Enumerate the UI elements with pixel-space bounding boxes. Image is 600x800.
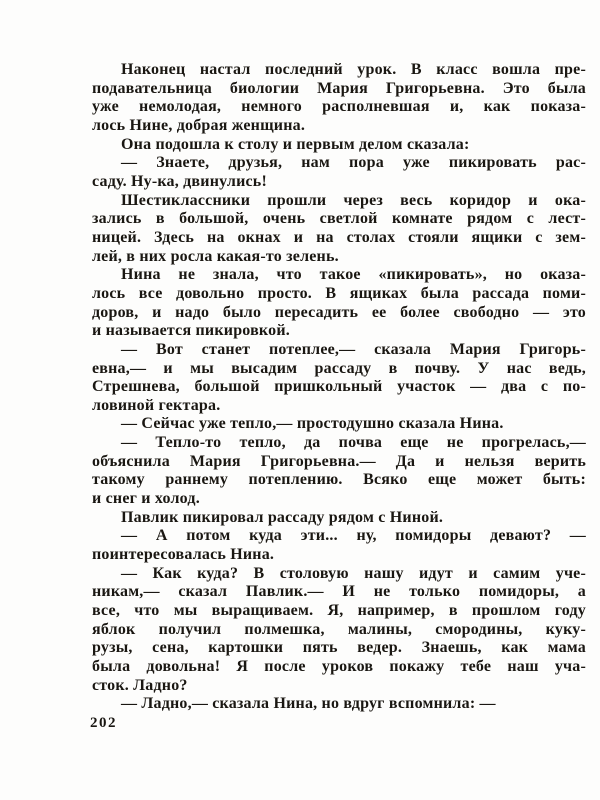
text-line: лей, в них росла какая-то зелень. — [92, 247, 339, 265]
text-line: и снег и холод. — [92, 490, 200, 508]
text-line: Павлик пикировал рассаду рядом с Ниной. — [121, 508, 444, 526]
page-text — [92, 61, 586, 714]
text-line: и называется пикировкой. — [92, 322, 290, 340]
text-line: все, что мы выращиваем. Я, например, в прошлом году — [92, 602, 586, 620]
text-line: — Знаете, друзья, нам пора уже пикировать рас- — [121, 154, 586, 172]
text-line: Шестиклассники прошли через весь коридор и ока- — [121, 191, 586, 209]
text-line: Стрешнева, большой пришкольный участок — два с по- — [92, 378, 586, 396]
text-line: ловиной гектара. — [92, 396, 221, 414]
text-line: саду. Ну-ка, двинулись! — [92, 172, 267, 190]
text-line: евна,— и мы высадим рассаду в почву. У нас ведь, — [92, 359, 586, 377]
text-line: — Сейчас уже тепло,— простодушно сказала Нина. — [121, 415, 504, 433]
page-number: 202 — [90, 715, 117, 731]
text-line: Нина не знала, что такое «пикировать», но оказа- — [121, 266, 586, 284]
text-line: уже немолодая, немного располневшая и, как показа- — [92, 98, 586, 116]
text-line: рузы, сена, картошки пять ведер. Знаешь, как мама — [92, 639, 586, 657]
text-line: — Ладно,— сказала Нина, но вдруг вспомнила: — — [121, 695, 496, 713]
text-line: — А потом куда эти... ну, помидоры девают? — — [121, 527, 586, 545]
text-line: никам,— сказал Павлик.— И не только помидоры, а — [92, 583, 586, 601]
text-line: такому раннему потеплению. Всяко еще может быть: — [92, 471, 586, 489]
text-line: Она подошла к столу и первым делом сказала: — [121, 135, 470, 153]
text-line: — Как куда? В столовую нашу идут и самим уче- — [121, 564, 586, 582]
text-line: сток. Ладно? — [92, 676, 188, 694]
text-line: объяснила Мария Григорьевна.— Да и нельзя верить — [92, 452, 586, 470]
text-line: зались в большой, очень светлой комнате рядом с лест- — [92, 210, 586, 228]
text-line: доров, и надо было пересадить ее более свободно — это — [92, 303, 586, 321]
text-line: лось Нине, добрая женщина. — [92, 116, 306, 134]
text-line: подавательница биологии Мария Григорьевна. Это была — [92, 79, 586, 97]
text-line: — Вот станет потеплее,— сказала Мария Григорь- — [121, 340, 586, 358]
text-line: яблок получил полмешка, малины, смородины, куку- — [92, 620, 586, 638]
text-line: поинтересовалась Нина. — [92, 546, 275, 564]
text-line: Наконец настал последний урок. В класс вошла пре- — [121, 61, 586, 78]
text-line: лось все довольно просто. В ящиках была рассада поми- — [92, 284, 586, 302]
text-line: ницей. Здесь на окнах и на столах стояли ящики с зем- — [92, 228, 586, 246]
text-line: была довольна! Я после уроков покажу тебе наш уча- — [92, 658, 586, 675]
text-line: — Тепло-то тепло, да почва еще не прогрелась,— — [121, 434, 586, 452]
